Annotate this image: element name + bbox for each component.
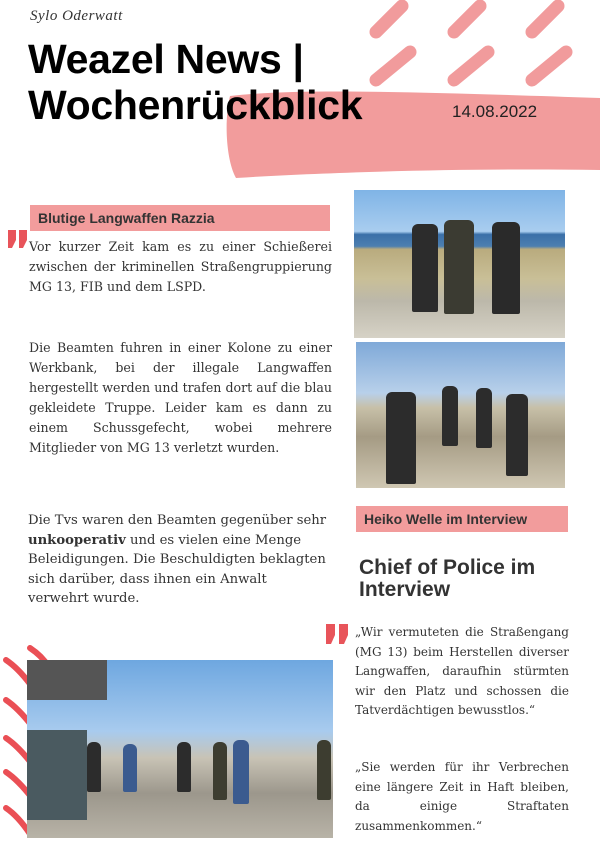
- photo-interview-scene: [356, 342, 565, 488]
- page-title: [28, 36, 362, 128]
- text: Die Tvs waren den Beamten gegenüber sehr: [28, 513, 327, 528]
- title-line-2: Wochenrückblick: [28, 82, 363, 128]
- article-banner: Heiko Welle im Interview: [356, 506, 568, 532]
- interview-quote: „Wir vermuteten die Straßengang (MG 13) beim Herstellen diverser Langwaffen, daraufhin stürmten wir den Platz und schossen die Tatverdächtigen bewusstlos.“: [355, 625, 569, 718]
- title-line-1: Weazel News |: [28, 36, 304, 82]
- article-paragraph: [28, 511, 328, 609]
- article-paragraph: Vor kurzer Zeit kam es zu einer Schießerei zwischen der kriminellen Straßengruppierung MG 13, FIB und dem LSPD.: [29, 239, 332, 294]
- interview-quote: „Sie werden für ihr Verbrechen eine längere Zeit in Haft bleiben, da einige Straftaten zusammenkommen.“: [355, 760, 569, 833]
- author-name: Sylo Oderwatt: [30, 8, 123, 24]
- section-heading: Chief of Police im Interview: [359, 556, 536, 601]
- article-banner: Blutige Langwaffen Razzia: [30, 205, 330, 231]
- bold-text: unkooperativ: [28, 532, 126, 548]
- photo-officers-beach: [354, 190, 565, 338]
- photo-arrest-scene: [27, 660, 333, 838]
- text: und es vielen eine Menge Beleidigungen. Die Beschuldigten beklagten sich darüber, dass ihnen ein Anwalt verwehrt wurde.: [28, 532, 326, 606]
- article-paragraph: Die Beamten fuhren in einer Kolone zu einer Werkbank, bei der illegale Langwaffen hergestellt werden und trafen dort auf die blau gekleidete Truppe. Leider kam es dann zu einem Schussgefecht, wobei mehrere Mitglieder von MG 13 verletzt wurden.: [29, 340, 332, 455]
- issue-date: 14.08.2022: [452, 102, 538, 121]
